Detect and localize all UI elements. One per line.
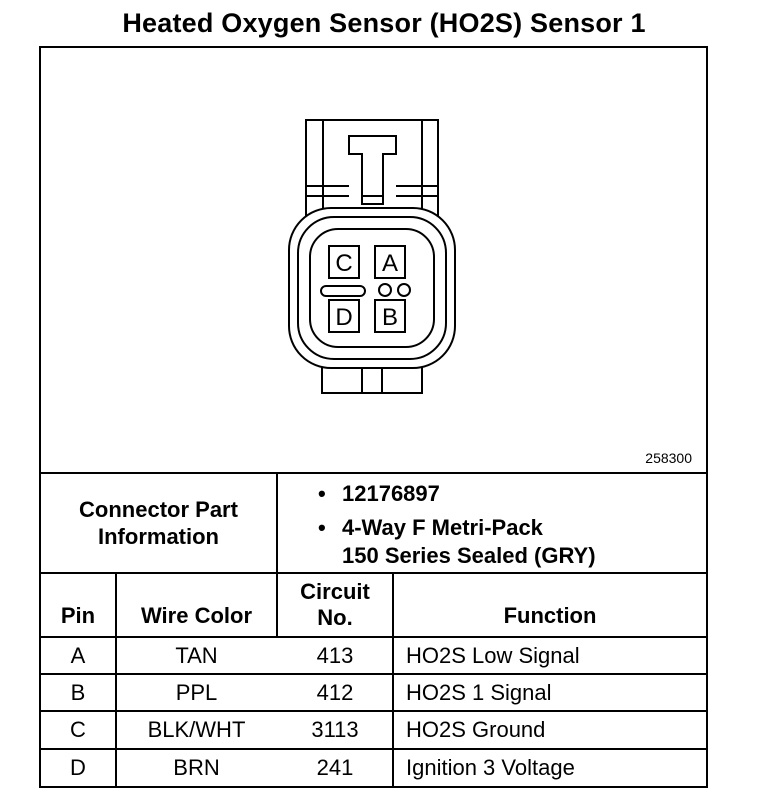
header-pin: Pin (60, 603, 96, 628)
seal-dot-left (379, 284, 391, 296)
row-c-pin: C (70, 717, 86, 742)
connector-face-drawing (39, 46, 708, 472)
row-d-function: Ignition 3 Voltage (406, 755, 575, 780)
page-title: Heated Oxygen Sensor (HO2S) Sensor 1 (122, 8, 646, 38)
header-wire-color: Wire Color (140, 603, 253, 628)
row-a-circuit: 413 (316, 642, 354, 668)
seal-dot-right (398, 284, 410, 296)
row-a-pin: A (70, 642, 86, 668)
header-circuit-line2: No. (317, 605, 353, 630)
row-b-circuit: 412 (316, 679, 354, 705)
connector-info-label-line1: Connector Part (79, 497, 238, 522)
row-b-pin: B (70, 679, 86, 705)
connector-type: 4-Way F Metri-Pack (342, 515, 543, 540)
row-c-function: HO2S Ground (406, 717, 546, 742)
bullet-icon: • (318, 515, 326, 540)
row-d-wire-color: BRN (173, 755, 220, 780)
connector-info-label (41, 474, 276, 572)
connector-body-outer (289, 208, 455, 368)
header-circuit (278, 574, 392, 636)
pin-label-c: C (335, 250, 353, 277)
row-d-circuit: 241 (316, 755, 354, 780)
connector-info-item (318, 514, 596, 570)
connector-info-item (318, 480, 596, 508)
header-circuit-line1: Circuit (300, 579, 370, 604)
row-c-wire-color: BLK/WHT (147, 717, 246, 742)
connector-series: 150 Series Sealed (GRY) (342, 543, 596, 568)
bullet-icon: • (318, 481, 326, 506)
row-a-wire-color: TAN (175, 642, 218, 668)
connector-info-list (318, 480, 596, 570)
row-a-function: HO2S Low Signal (406, 642, 580, 668)
connector-diagram (39, 46, 708, 472)
row-b-function: HO2S 1 Signal (406, 679, 552, 705)
pin-label-a: A (381, 250, 399, 277)
row-b-wire-color: PPL (175, 679, 218, 705)
connector-part-number: 12176897 (342, 481, 440, 506)
pin-label-b: B (381, 304, 399, 331)
pin-label-d: D (335, 304, 353, 331)
row-d-pin: D (70, 755, 86, 780)
figure-number: 258300 (645, 450, 692, 466)
connector-info-label-line2: Information (98, 524, 219, 549)
header-function: Function (503, 603, 597, 628)
row-c-circuit: 3113 (311, 717, 359, 742)
key-bar (321, 286, 365, 296)
